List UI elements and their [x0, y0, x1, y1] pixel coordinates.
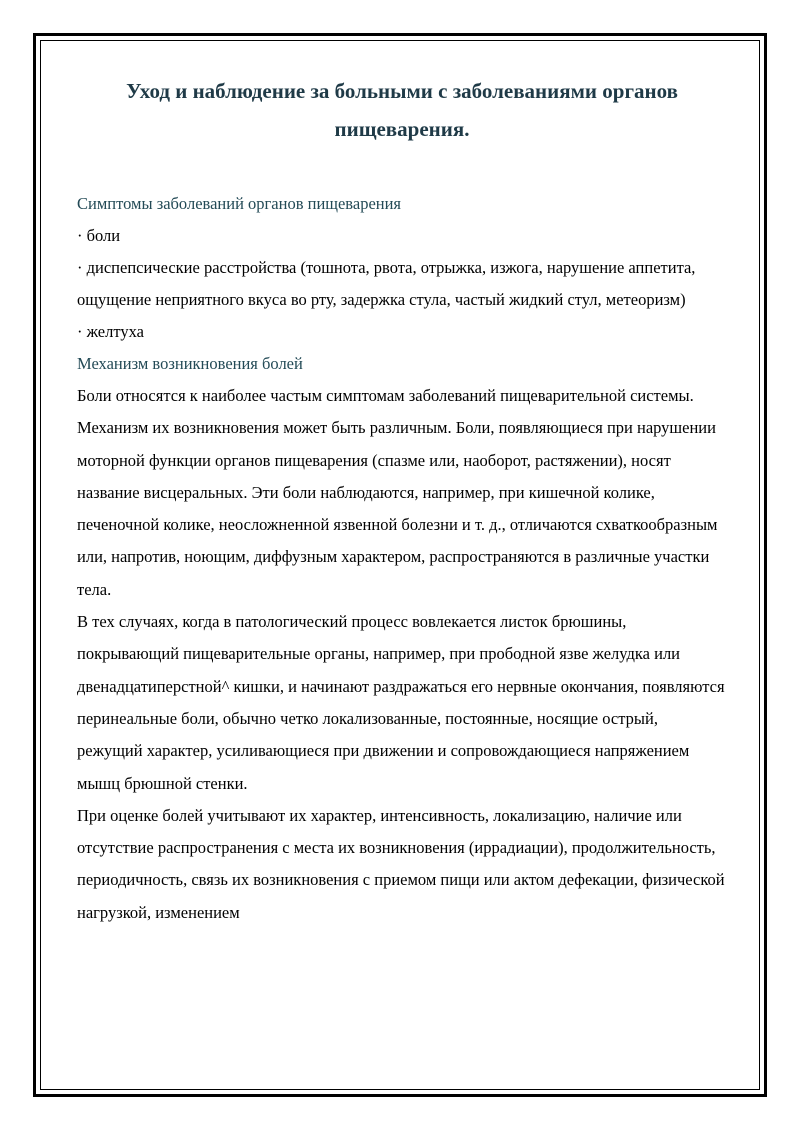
body-paragraph: В тех случаях, когда в патологический процесс вовлекается листок брюшины, покрывающий пищеварительные органы, например, при прободной язве желудка или двенадцатиперстной^ кишки, и начинают раздражаться его нервные окончания, появляются перинеальные боли, обычно четко локализованные, постоянные, носящие острый, режущий характер, усиливающиеся при движении и сопровождающиеся напряжением мышц брюшной стенки. — [77, 612, 725, 793]
symptom-item: · боли — [77, 226, 121, 245]
body-paragraph: При оценке болей учитывают их характер, интенсивность, локализацию, наличие или отсутствие распространения с места их возникновения (иррадиации), продолжительность, периодичность, связь их возникновения с приемом пищи или актом дефекации, физической нагрузкой, изменением — [77, 805, 725, 922]
symptom-item: · желтуха — [77, 322, 144, 341]
section-heading-symptoms: Симптомы заболеваний органов пищеварения — [77, 194, 402, 213]
section-heading-mechanism: Механизм возникновения болей — [77, 354, 303, 373]
title-spacer — [77, 148, 727, 188]
document-title: Уход и наблюдение за больными с заболеваниями органов пищеварения. — [126, 79, 678, 141]
document-body — [77, 72, 727, 929]
body-paragraph: Боли относятся к наиболее частым симптомам заболеваний пищеварительной системы. Механизм их возникновения может быть различным. Боли, появляющиеся при нарушении моторной функции органов пищеварения (спазме или, наоборот, растяжении), носят название висцеральных. Эти боли наблюдаются, например, при кишечной колике, печеночной колике, неосложненной язвенной болезни и т. д., отличаются схваткообразным или, напротив, ноющим, диффузным характером, распространяются в различные участки тела. — [77, 386, 718, 599]
symptom-item: · диспепсические расстройства (тошнота, рвота, отрыжка, изжога, нарушение аппетита, ощущение неприятного вкуса во рту, задержка стула, частый жидкий стул, метеоризм) — [77, 258, 696, 309]
